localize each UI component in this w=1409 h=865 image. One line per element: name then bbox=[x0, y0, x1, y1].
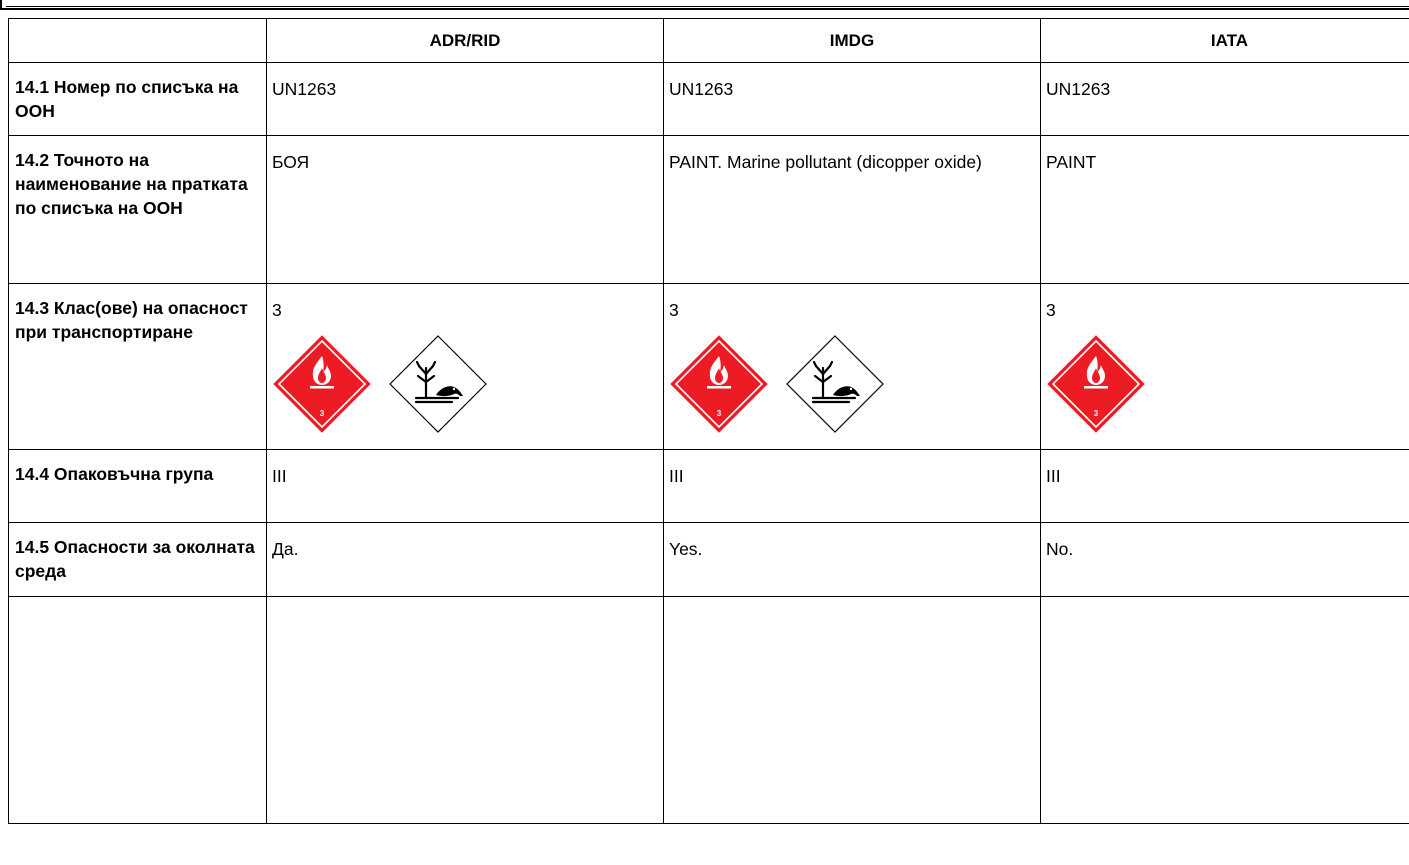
iata-un-number: UN1263 bbox=[1041, 63, 1409, 136]
adr-un-number: UN1263 bbox=[267, 63, 664, 136]
empty-cell bbox=[664, 597, 1041, 824]
environmental-hazard-icon bbox=[785, 334, 885, 434]
environmental-hazard-icon bbox=[388, 334, 488, 434]
adr-pictograms bbox=[272, 332, 658, 436]
adr-hazard-class-cell bbox=[267, 284, 664, 450]
header-adr-rid: ADR/RID bbox=[267, 19, 664, 63]
adr-shipping-name: БОЯ bbox=[267, 136, 664, 284]
imdg-pictograms bbox=[669, 332, 1035, 436]
table-row-empty bbox=[9, 597, 1409, 824]
row-label-shipping-name: 14.2 Точното на наименование на пратката по списъка на ООН bbox=[9, 136, 267, 284]
header-empty-cell bbox=[9, 19, 267, 63]
table-header-row bbox=[9, 19, 1409, 63]
table-row bbox=[9, 284, 1409, 450]
empty-cell bbox=[1041, 597, 1409, 824]
iata-hazard-class-cell bbox=[1041, 284, 1409, 450]
row-label-hazard-class: 14.3 Клас(ове) на опасност при транспортиране bbox=[9, 284, 267, 450]
svg-text:3: 3 bbox=[716, 409, 722, 418]
flammable-liquid-class-3-icon bbox=[272, 334, 372, 434]
imdg-un-number: UN1263 bbox=[664, 63, 1041, 136]
iata-pictograms bbox=[1046, 332, 1409, 436]
row-label-un-number: 14.1 Номер по списъка на ООН bbox=[9, 63, 267, 136]
svg-text:3: 3 bbox=[319, 409, 325, 418]
adr-environmental-hazards: Да. bbox=[267, 523, 664, 597]
adr-hazard-class: 3 bbox=[272, 300, 282, 320]
svg-text:3: 3 bbox=[1093, 409, 1099, 418]
transport-info-table bbox=[8, 18, 1409, 824]
iata-hazard-class: 3 bbox=[1046, 300, 1056, 320]
imdg-shipping-name: PAINT. Marine pollutant (dicopper oxide) bbox=[664, 136, 1041, 284]
table-row bbox=[9, 136, 1409, 284]
header-imdg: IMDG bbox=[664, 19, 1041, 63]
page-top-border-inner bbox=[6, 0, 1409, 7]
imdg-environmental-hazards: Yes. bbox=[664, 523, 1041, 597]
iata-shipping-name: PAINT bbox=[1041, 136, 1409, 284]
table-row bbox=[9, 63, 1409, 136]
iata-environmental-hazards: No. bbox=[1041, 523, 1409, 597]
imdg-hazard-class: 3 bbox=[669, 300, 679, 320]
header-iata: IATA bbox=[1041, 19, 1409, 63]
page-top-border bbox=[0, 0, 1409, 10]
adr-packing-group: III bbox=[267, 450, 664, 523]
imdg-hazard-class-cell bbox=[664, 284, 1041, 450]
table-row bbox=[9, 523, 1409, 597]
row-label-environmental-hazards: 14.5 Опасности за околната среда bbox=[9, 523, 267, 597]
row-label-packing-group: 14.4 Опаковъчна група bbox=[9, 450, 267, 523]
empty-cell bbox=[267, 597, 664, 824]
empty-cell bbox=[9, 597, 267, 824]
table-row bbox=[9, 450, 1409, 523]
flammable-liquid-class-3-icon bbox=[1046, 334, 1146, 434]
imdg-packing-group: III bbox=[664, 450, 1041, 523]
flammable-liquid-class-3-icon bbox=[669, 334, 769, 434]
iata-packing-group: III bbox=[1041, 450, 1409, 523]
